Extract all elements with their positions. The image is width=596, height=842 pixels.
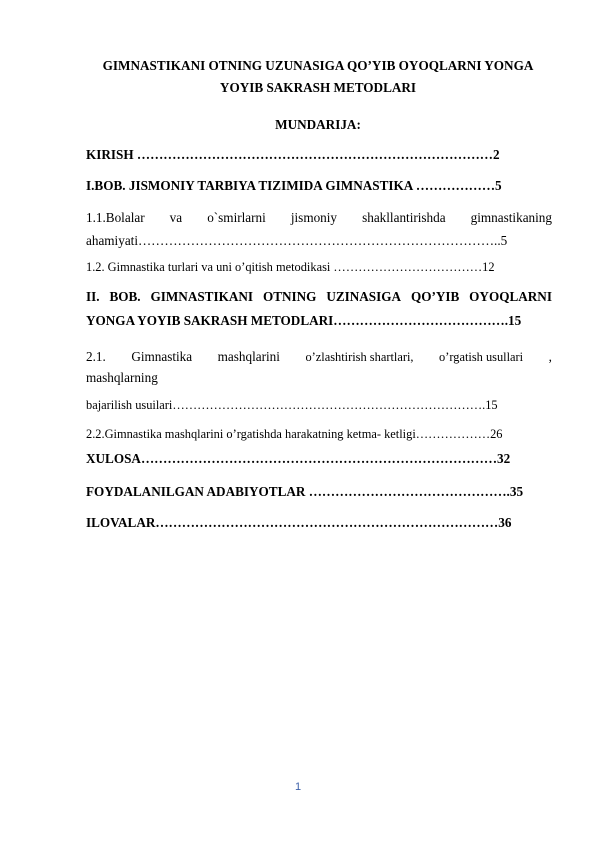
toc-entry-2-1-line-3: bajarilish usuilari………………………………………………………………….15 bbox=[86, 398, 498, 412]
toc-word: shakllantirishda bbox=[362, 210, 446, 225]
toc-entry-1-1-line-2: ahamiyati………………………………………………………………………..5 bbox=[86, 233, 508, 248]
toc-entry-1-2: 1.2. Gimnastika turlari va uni o’qitish metodikasi ………………………………12 bbox=[86, 260, 495, 274]
toc-word: va bbox=[169, 210, 183, 225]
toc-entry-chapter-2-line-2: YONGA YOYIB SAKRASH METODLARI………………………………….15 bbox=[86, 313, 522, 328]
toc-entry-chapter-2-line-1 bbox=[86, 287, 552, 307]
toc-word: o’zlashtirish shartlari, bbox=[305, 350, 414, 364]
toc-word: 1.1.Bolalar bbox=[86, 210, 145, 225]
toc-word: QO’YIB bbox=[410, 289, 460, 304]
toc-word: II. bbox=[86, 289, 100, 304]
toc-word: jismoniy bbox=[290, 210, 338, 225]
toc-word: gimnastikaning bbox=[470, 210, 552, 225]
toc-entry-kirish: KIRISH ………………………………………………………………………2 bbox=[86, 147, 500, 162]
toc-word: o’rgatish usullari bbox=[439, 350, 524, 364]
title-line-2: YOYIB SAKRASH METODLARI bbox=[219, 80, 417, 95]
toc-word: BOB. bbox=[109, 289, 141, 304]
toc-entry-adabiyotlar: FOYDALANILGAN ADABIYOTLAR ……………………………………….35 bbox=[86, 484, 524, 499]
toc-entry-2-1-line-2: mashqlarning bbox=[86, 370, 158, 385]
toc-entry-xulosa: XULOSA………………………………………………………………………32 bbox=[86, 451, 511, 466]
toc-word: mashqlarini bbox=[217, 349, 280, 364]
page-number: 1 bbox=[294, 781, 302, 793]
toc-word: Gimnastika bbox=[131, 349, 193, 364]
toc-heading: MUNDARIJA: bbox=[275, 117, 361, 132]
toc-entry-2-2: 2.2.Gimnastika mashqlarini o’rgatishda harakatning ketma- ketligi………………26 bbox=[86, 427, 503, 441]
toc-word: o`smirlarni bbox=[207, 210, 266, 225]
toc-word: OYOQLARNI bbox=[469, 289, 552, 304]
toc-word: UZINASIGA bbox=[326, 289, 402, 304]
toc-word: 2.1. bbox=[86, 349, 106, 364]
toc-word: OTNING bbox=[262, 289, 317, 304]
toc-word: , bbox=[548, 349, 552, 364]
toc-word: GIMNASTIKANI bbox=[150, 289, 254, 304]
toc-entry-chapter-1: I.BOB. JISMONIY TARBIYA TIZIMIDA GIMNASTIKA ………………5 bbox=[86, 178, 502, 193]
title-line-1: GIMNASTIKANI OTNING UZUNASIGA QO’YIB OYOQLARNI YONGA bbox=[102, 58, 534, 73]
toc-entry-2-1-line-1 bbox=[86, 347, 552, 367]
toc-entry-ilovalar: ILOVALAR……………………………………………………………………36 bbox=[86, 515, 512, 530]
document-title bbox=[60, 55, 576, 99]
toc-entry-1-1-line-1 bbox=[86, 208, 552, 228]
